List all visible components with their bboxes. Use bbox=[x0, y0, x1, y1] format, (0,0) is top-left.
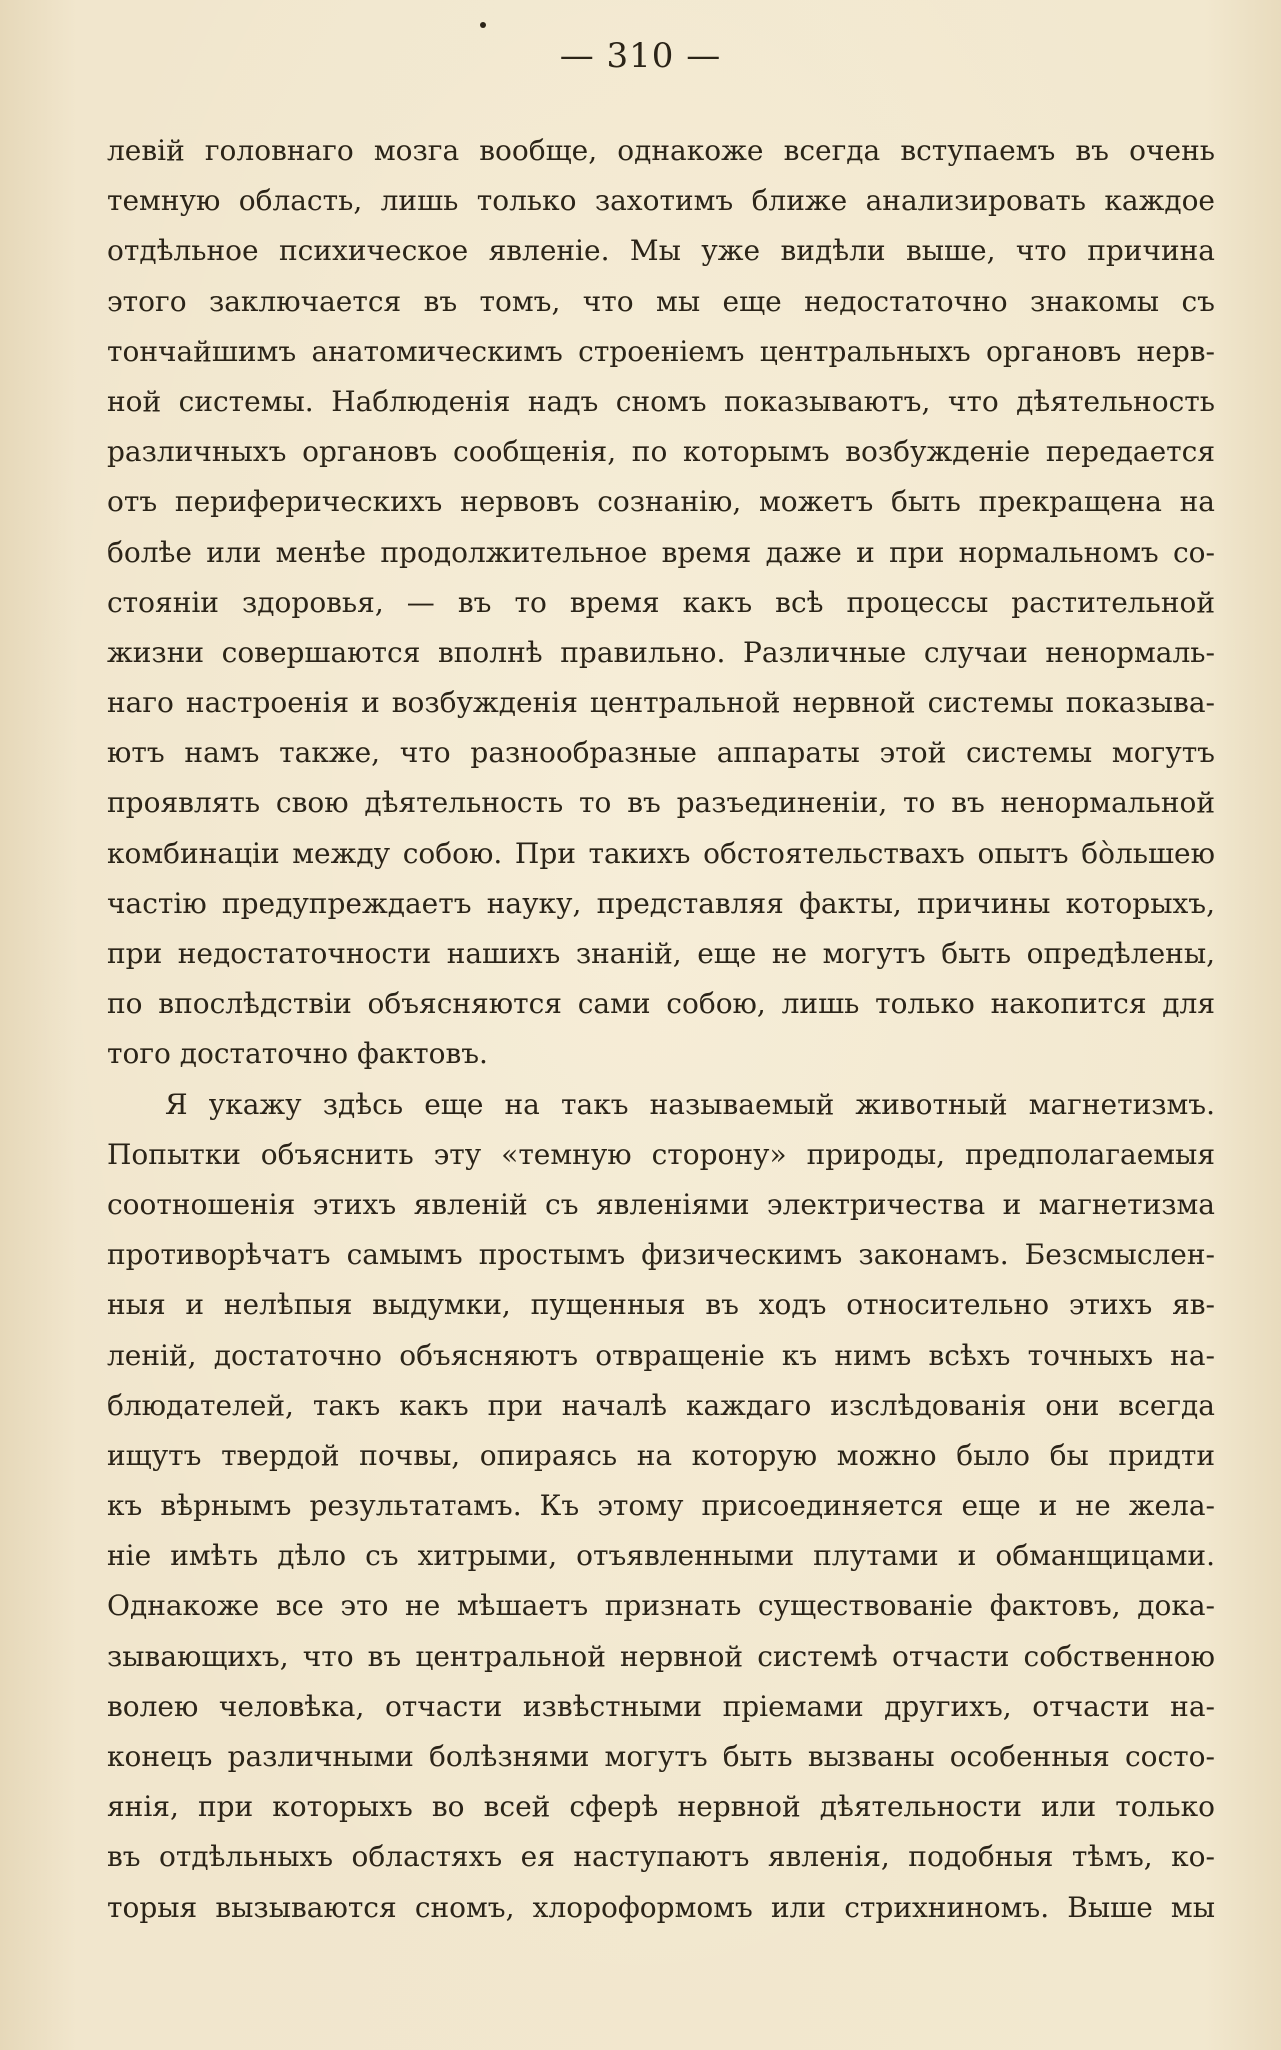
text-line: при недостаточности нашихъ знаній, еще не могутъ быть опредѣлены, bbox=[107, 937, 1215, 970]
text-line: по впослѣдствіи объясняются сами собою, лишь только накопится для bbox=[107, 987, 1215, 1021]
text-line: этого заключается въ томъ, что мы еще недостаточно знакомы съ bbox=[107, 284, 1215, 318]
text-line: зывающихъ, что въ центральной нервной системѣ отчасти собственною bbox=[107, 1639, 1215, 1673]
text-line: волею человѣка, отчасти извѣстными пріемами другихъ, отчасти на- bbox=[107, 1689, 1215, 1723]
text-line: леній, достаточно объясняютъ отвращеніе къ нимъ всѣхъ точныхъ на- bbox=[107, 1338, 1215, 1372]
text-line: противорѣчатъ самымъ простымъ физическимъ законамъ. Безсмыслен- bbox=[107, 1238, 1215, 1272]
text-line: ныя и нелѣпыя выдумки, пущенныя въ ходъ относительно этихъ яв- bbox=[107, 1288, 1215, 1322]
text-line: наго настроенія и возбужденія центральной нервной системы показыва- bbox=[107, 686, 1215, 720]
text-line: блюдателей, такъ какъ при началѣ каждаго изслѣдованія они всегда bbox=[107, 1388, 1215, 1422]
paragraph-end-line: того достаточно фактовъ. bbox=[107, 1037, 488, 1071]
text-line: янія, при которыхъ во всей сферѣ нервной дѣятельности или только bbox=[107, 1790, 1215, 1824]
text-line: различныхъ органовъ сообщенія, по которымъ возбужденіе передается bbox=[107, 435, 1215, 469]
text-line: въ отдѣльныхъ областяхъ ея наступаютъ явленія, подобныя тѣмъ, ко- bbox=[107, 1840, 1215, 1874]
text-line: темную область, лишь только захотимъ ближе анализировать каждое bbox=[107, 184, 1215, 218]
text-line: тончайшимъ анатомическимъ строеніемъ центральныхъ органовъ нерв- bbox=[107, 334, 1215, 368]
text-line: соотношенія этихъ явленій съ явленіями электричества и магнетизма bbox=[107, 1187, 1215, 1221]
text-line: Однакоже все это не мѣшаетъ признать существованіе фактовъ, дока- bbox=[107, 1589, 1215, 1623]
text-line: къ вѣрнымъ результатамъ. Къ этому присоединяется еще и не жела- bbox=[107, 1489, 1215, 1523]
text-line: ютъ намъ также, что разнообразные аппараты этой системы могутъ bbox=[107, 736, 1215, 770]
text-line: отдѣльное психическое явленіе. Мы уже видѣли выше, что причина bbox=[107, 234, 1215, 268]
text-line: ищутъ твердой почвы, опираясь на которую можно было бы придти bbox=[107, 1438, 1215, 1472]
text-line: отъ периферическихъ нервовъ сознанію, можетъ быть прекращена на bbox=[107, 485, 1215, 519]
text-line: конецъ различными болѣзнями могутъ быть вызваны особенныя состо- bbox=[107, 1740, 1215, 1773]
paragraph-start-line: Я укажу здѣсь еще на такъ называемый животный магнетизмъ. bbox=[165, 1087, 1215, 1121]
text-line: жизни совершаются вполнѣ правильно. Различные случаи ненормаль- bbox=[107, 635, 1215, 669]
page-number: — 310 — bbox=[559, 36, 722, 76]
text-line: стояніи здоровья, — въ то время какъ всѣ процессы растительной bbox=[107, 585, 1215, 619]
text-line: ной системы. Наблюденія надъ сномъ показываютъ, что дѣятельность bbox=[107, 384, 1215, 418]
text-line: комбинаціи между собою. При такихъ обстоятельствахъ опытъ бо̀льшею bbox=[107, 836, 1215, 870]
text-line: торыя вызываются сномъ, хлороформомъ или стрихниномъ. Выше мы bbox=[107, 1890, 1215, 1924]
text-line: частію предупреждаетъ науку, представляя факты, причины которыхъ, bbox=[107, 886, 1215, 920]
text-line: левій головнаго мозга вообще, однакоже всегда вступаемъ въ очень bbox=[107, 134, 1215, 167]
ink-speck bbox=[480, 22, 486, 28]
text-line: ніе имѣть дѣло съ хитрыми, отъявленными плутами и обманщицами. bbox=[107, 1539, 1215, 1573]
text-line: проявлять свою дѣятельность то въ разъединеніи, то въ ненормальной bbox=[107, 786, 1215, 820]
text-line: болѣе или менѣе продолжительное время даже и при нормальномъ со- bbox=[107, 535, 1215, 569]
body-text bbox=[107, 126, 1215, 1933]
text-line: Попытки объяснить эту «темную сторону» природы, предполагаемыя bbox=[107, 1137, 1215, 1171]
